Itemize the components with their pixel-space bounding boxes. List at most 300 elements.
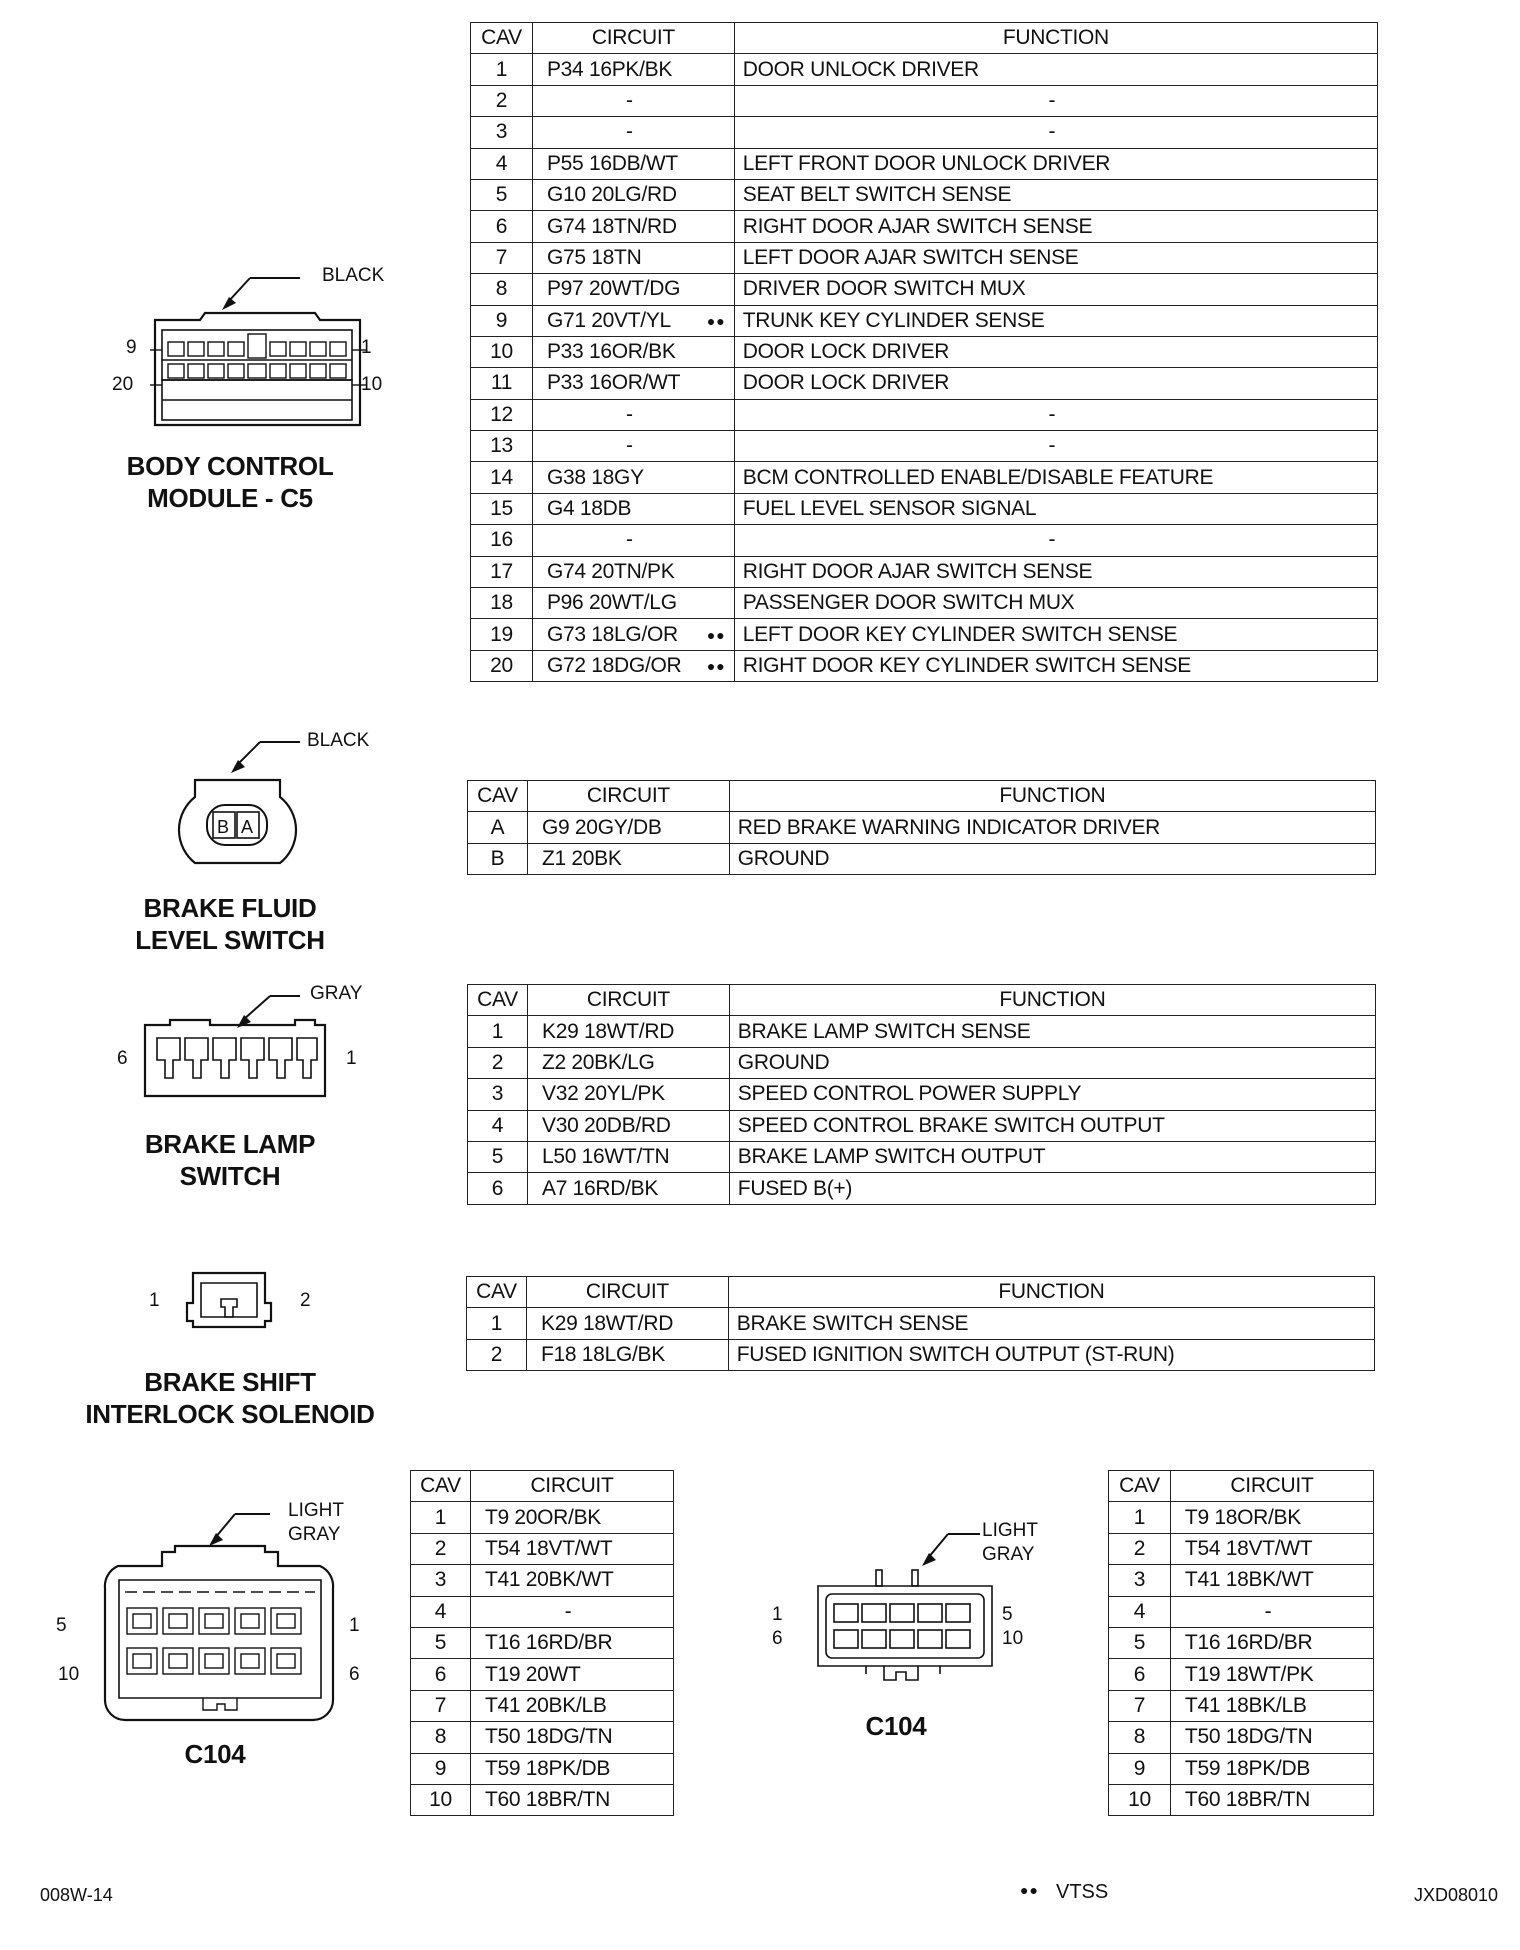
function-cell: BRAKE LAMP SWITCH SENSE [729,1016,1375,1047]
header-cav: CAV [1109,1471,1171,1502]
circuit-cell [527,1016,729,1047]
cav-cell: 13 [471,431,533,462]
function-cell: LEFT DOOR AJAR SWITCH SENSE [734,242,1377,273]
table-row [411,1722,674,1753]
circuit-value: T16 16RD/BR [1184,1631,1313,1655]
circuit-value: T41 20BK/LB [484,1693,607,1717]
c104-left-pin-label-1: 1 [349,1615,360,1636]
table-row [411,1784,674,1815]
header-function: FUNCTION [734,23,1377,54]
cav-cell: 3 [411,1565,471,1596]
function-cell: RIGHT DOOR AJAR SWITCH SENSE [734,211,1377,242]
cav-cell: 17 [471,556,533,587]
table-header-row [468,985,1376,1016]
circuit-cell [532,525,734,556]
c104-right-pin-label-10: 10 [1002,1628,1024,1649]
header-circuit: CIRCUIT [527,985,729,1016]
footer-legend-symbol: ●● [1020,1882,1039,1898]
circuit-cell [532,493,734,524]
c104-left-pin-label-6: 6 [349,1664,360,1685]
table-row [411,1565,674,1596]
c104-left-pin-label-5: 5 [56,1615,67,1636]
circuit-value: T41 18BK/LB [1184,1693,1307,1717]
circuit-value: T59 18PK/DB [1184,1756,1311,1780]
circuit-value: F18 18LG/BK [540,1342,665,1366]
circuit-cell [527,843,729,874]
circuit-value: V30 20DB/RD [541,1113,671,1137]
function-cell: BRAKE SWITCH SENSE [728,1308,1374,1339]
brake-fluid-table [467,780,1376,875]
table-row [468,1047,1376,1078]
cav-cell: 1 [471,54,533,85]
circuit-value: G4 18DB [546,497,632,521]
cav-cell: 7 [1109,1690,1171,1721]
c104-right-connector-icon [800,1520,1010,1700]
circuit-value: Z2 20BK/LG [541,1050,655,1074]
circuit-value: T9 20OR/BK [484,1505,602,1529]
function-cell: SPEED CONTROL POWER SUPPLY [729,1079,1375,1110]
table-row [471,148,1378,179]
cav-cell: 5 [1109,1627,1171,1658]
function-cell: DOOR UNLOCK DRIVER [734,54,1377,85]
circuit-cell [470,1533,673,1564]
cav-cell: 10 [1109,1784,1171,1815]
brake-lamp-title [100,1128,360,1192]
brake-shift-connector-icon [175,1265,285,1335]
header-function: FUNCTION [729,781,1375,812]
circuit-cell [532,179,734,210]
table-row [411,1502,674,1533]
footer-figure-id: JXD08010 [1414,1885,1499,1905]
cav-cell: 6 [471,211,533,242]
table-header-row [1109,1471,1374,1502]
cav-cell: 5 [468,1141,528,1172]
function-cell: GROUND [729,1047,1375,1078]
cav-cell: 6 [1109,1659,1171,1690]
table-row [1109,1596,1374,1627]
circuit-value: - [1264,1599,1272,1623]
cav-cell: A [468,812,528,843]
circuit-cell [532,305,734,336]
cav-cell: 2 [467,1339,527,1370]
circuit-cell [1170,1753,1373,1784]
brake-fluid-connector-icon [175,725,305,865]
table-row [471,588,1378,619]
circuit-value: P55 16DB/WT [546,151,678,175]
circuit-value: T60 18BR/TN [1184,1788,1311,1812]
cav-cell: 6 [468,1173,528,1204]
circuit-cell [470,1627,673,1658]
circuit-cell [1170,1690,1373,1721]
cav-cell: 7 [411,1690,471,1721]
circuit-value: T41 20BK/WT [484,1568,614,1592]
vtss-marker: ●● [706,626,726,643]
circuit-cell [527,812,729,843]
brake-fluid-color-label: BLACK [307,730,370,751]
table-row [468,1016,1376,1047]
cav-cell: 7 [471,242,533,273]
cav-cell: 5 [471,179,533,210]
table-row [471,556,1378,587]
table-row [1109,1502,1374,1533]
table-row [471,117,1378,148]
table-row [471,179,1378,210]
cav-cell: 8 [411,1722,471,1753]
bcm-title [100,450,360,514]
table-row [468,1173,1376,1204]
function-cell: PASSENGER DOOR SWITCH MUX [734,588,1377,619]
function-cell: DOOR LOCK DRIVER [734,336,1377,367]
cav-cell: B [468,843,528,874]
c104-right-pin-label-1: 1 [772,1604,783,1625]
cav-cell: 4 [468,1110,528,1141]
c104-right-table [1108,1470,1374,1816]
table-row [1109,1784,1374,1815]
circuit-value: G10 20LG/RD [546,183,677,207]
table-row [471,462,1378,493]
table-row [471,242,1378,273]
function-cell: RIGHT DOOR KEY CYLINDER SWITCH SENSE [734,650,1377,681]
function-cell: LEFT FRONT DOOR UNLOCK DRIVER [734,148,1377,179]
brake-fluid-pin-a: A [241,817,254,837]
circuit-value: A7 16RD/BK [541,1176,659,1200]
header-cav: CAV [468,781,528,812]
circuit-cell [526,1308,728,1339]
circuit-cell [470,1690,673,1721]
circuit-value: - [626,88,633,112]
cav-cell: 2 [411,1533,471,1564]
cav-cell: 16 [471,525,533,556]
circuit-cell [470,1596,673,1627]
table-row [471,619,1378,650]
circuit-value: - [626,402,633,426]
circuit-value: P33 16OR/BK [546,340,676,364]
cav-cell: 3 [1109,1565,1171,1596]
table-row [1109,1690,1374,1721]
circuit-cell [532,588,734,619]
table-row [471,650,1378,681]
table-row [471,431,1378,462]
table-row [1109,1659,1374,1690]
function-cell: LEFT DOOR KEY CYLINDER SWITCH SENSE [734,619,1377,650]
circuit-value: T16 16RD/BR [484,1631,613,1655]
header-circuit: CIRCUIT [470,1471,673,1502]
circuit-value: P34 16PK/BK [546,57,673,81]
bcm-pin-label-9: 9 [126,337,137,358]
cav-cell: 20 [471,650,533,681]
cav-cell: 19 [471,619,533,650]
header-cav: CAV [471,23,533,54]
circuit-value: T54 18VT/WT [1184,1536,1313,1560]
table-row [1109,1627,1374,1658]
circuit-value: G71 20VT/YL [546,308,671,332]
circuit-cell [527,1110,729,1141]
circuit-cell [1170,1784,1373,1815]
circuit-value: P96 20WT/LG [546,591,677,615]
circuit-cell [532,148,734,179]
circuit-value: P97 20WT/DG [546,277,681,301]
header-function: FUNCTION [729,985,1375,1016]
table-row [471,493,1378,524]
table-row [411,1753,674,1784]
table-row [468,843,1376,874]
table-row [468,1079,1376,1110]
function-cell: - [734,399,1377,430]
table-row [1109,1533,1374,1564]
c104-right-pin-label-5: 5 [1002,1604,1013,1625]
function-cell: - [734,117,1377,148]
cav-cell: 5 [411,1627,471,1658]
table-row [471,336,1378,367]
circuit-cell [532,211,734,242]
footer-page-code: 008W-14 [40,1885,113,1905]
circuit-value: V32 20YL/PK [541,1082,665,1106]
table-row [411,1627,674,1658]
c104-left-title: C104 [184,1739,246,1769]
table-row [471,211,1378,242]
circuit-value: T41 18BK/WT [1184,1568,1314,1592]
brake-shift-title-line2: INTERLOCK SOLENOID [85,1399,375,1429]
c104-right-pin-label-6: 6 [772,1628,783,1649]
cav-cell: 1 [1109,1502,1171,1533]
function-cell: TRUNK KEY CYLINDER SENSE [734,305,1377,336]
vtss-marker: ●● [706,312,726,329]
circuit-value: K29 18WT/RD [540,1311,674,1335]
cav-cell: 9 [411,1753,471,1784]
c104-right-color-line1: LIGHT [982,1520,1038,1541]
circuit-value: - [626,120,633,144]
table-row [1109,1722,1374,1753]
function-cell: GROUND [729,843,1375,874]
bcm-color-label: BLACK [322,265,385,286]
function-cell: SEAT BELT SWITCH SENSE [734,179,1377,210]
circuit-cell [470,1753,673,1784]
cav-cell: 18 [471,588,533,619]
brake-lamp-title-line2: SWITCH [179,1161,281,1191]
table-header-row [471,23,1378,54]
function-cell: DRIVER DOOR SWITCH MUX [734,274,1377,305]
brake-lamp-pin-label-1: 1 [346,1048,357,1069]
function-cell: DOOR LOCK DRIVER [734,368,1377,399]
bcm-title-line1: BODY CONTROL [126,451,334,481]
brake-lamp-title-line1: BRAKE LAMP [144,1129,316,1159]
table-row [467,1339,1375,1370]
circuit-value: T50 18DG/TN [484,1725,613,1749]
circuit-cell [532,368,734,399]
circuit-value: G74 18TN/RD [546,214,677,238]
circuit-cell [1170,1533,1373,1564]
circuit-cell [1170,1722,1373,1753]
function-cell: BCM CONTROLLED ENABLE/DISABLE FEATURE [734,462,1377,493]
circuit-cell [532,462,734,493]
function-cell: FUSED IGNITION SWITCH OUTPUT (ST-RUN) [728,1339,1374,1370]
table-header-row [467,1277,1375,1308]
circuit-value: G72 18DG/OR [546,654,682,677]
cav-cell: 10 [411,1784,471,1815]
function-cell: FUEL LEVEL SENSOR SIGNAL [734,493,1377,524]
circuit-value: T59 18PK/DB [484,1756,611,1780]
circuit-value: - [564,1599,572,1623]
c104-right-title: C104 [865,1711,927,1741]
table-row [411,1596,674,1627]
footer-legend-text: VTSS [1056,1881,1109,1903]
circuit-cell [532,242,734,273]
cav-cell: 6 [411,1659,471,1690]
table-row [471,85,1378,116]
table-row [471,525,1378,556]
circuit-cell [532,431,734,462]
bcm-title-line2: MODULE - C5 [147,483,313,513]
cav-cell: 1 [411,1502,471,1533]
cav-cell: 8 [1109,1722,1171,1753]
function-cell: - [734,85,1377,116]
table-row [467,1308,1375,1339]
header-cav: CAV [467,1277,527,1308]
circuit-value: G38 18GY [546,465,644,489]
table-row [468,1141,1376,1172]
circuit-value: T50 18DG/TN [1184,1725,1313,1749]
brake-shift-table [466,1276,1375,1371]
circuit-value: - [626,528,633,552]
cav-cell: 14 [471,462,533,493]
table-row [471,305,1378,336]
circuit-cell [532,650,734,681]
table-row [471,274,1378,305]
header-circuit: CIRCUIT [532,23,734,54]
brake-fluid-title-line1: BRAKE FLUID [143,893,317,923]
circuit-cell [526,1339,728,1370]
table-row [468,1110,1376,1141]
table-row [468,812,1376,843]
table-header-row [411,1471,674,1502]
circuit-cell [532,336,734,367]
function-cell: RED BRAKE WARNING INDICATOR DRIVER [729,812,1375,843]
cav-cell: 15 [471,493,533,524]
cav-cell: 12 [471,399,533,430]
circuit-value: T60 18BR/TN [484,1788,611,1812]
c104-left-pin-label-10: 10 [58,1664,80,1685]
circuit-value: L50 16WT/TN [541,1145,670,1169]
circuit-value: K29 18WT/RD [541,1019,675,1043]
brake-shift-pin-label-1: 1 [149,1290,160,1311]
function-cell: BRAKE LAMP SWITCH OUTPUT [729,1141,1375,1172]
brake-lamp-pin-label-6: 6 [117,1048,128,1069]
circuit-cell [1170,1565,1373,1596]
circuit-value: T19 18WT/PK [1184,1662,1314,1686]
header-circuit: CIRCUIT [527,781,729,812]
circuit-cell [532,85,734,116]
header-cav: CAV [468,985,528,1016]
circuit-cell [527,1047,729,1078]
bcm-pin-label-10: 10 [361,374,383,395]
table-row [471,399,1378,430]
circuit-value: G9 20GY/DB [541,815,662,839]
circuit-value: T9 18OR/BK [1184,1505,1301,1529]
circuit-cell [1170,1596,1373,1627]
table-row [1109,1565,1374,1596]
circuit-cell [1170,1659,1373,1690]
table-row [411,1659,674,1690]
function-cell: - [734,525,1377,556]
function-cell: - [734,431,1377,462]
brake-lamp-color-label: GRAY [310,983,363,1004]
vtss-marker: ●● [706,658,726,674]
header-circuit: CIRCUIT [1170,1471,1373,1502]
brake-lamp-connector-icon [135,980,335,1100]
cav-cell: 3 [471,117,533,148]
header-circuit: CIRCUIT [526,1277,728,1308]
cav-cell: 10 [471,336,533,367]
table-row [471,54,1378,85]
c104-left-color-line2: GRAY [288,1524,341,1545]
table-header-row [468,781,1376,812]
brake-lamp-table [467,984,1376,1205]
cav-cell: 4 [411,1596,471,1627]
function-cell: FUSED B(+) [729,1173,1375,1204]
cav-cell: 2 [471,85,533,116]
circuit-cell [532,54,734,85]
circuit-cell [532,619,734,650]
circuit-value: G75 18TN [546,245,642,269]
cav-cell: 9 [1109,1753,1171,1784]
table-row [411,1533,674,1564]
c104-right-color-line2: GRAY [982,1544,1035,1565]
c104-left-table [410,1470,674,1816]
table-row [411,1690,674,1721]
circuit-cell [470,1784,673,1815]
circuit-cell [470,1565,673,1596]
circuit-cell [532,274,734,305]
circuit-value: T54 18VT/WT [484,1536,613,1560]
circuit-cell [470,1722,673,1753]
function-cell: SPEED CONTROL BRAKE SWITCH OUTPUT [729,1110,1375,1141]
cav-cell: 3 [468,1079,528,1110]
brake-fluid-pin-b: B [217,817,230,837]
circuit-cell [1170,1627,1373,1658]
circuit-cell [532,399,734,430]
circuit-cell [527,1173,729,1204]
brake-fluid-title-line2: LEVEL SWITCH [135,925,325,955]
circuit-cell [470,1659,673,1690]
header-function: FUNCTION [728,1277,1374,1308]
cav-cell: 9 [471,305,533,336]
c104-left-color-line1: LIGHT [288,1500,344,1521]
circuit-value: G74 20TN/PK [546,559,675,583]
brake-fluid-title [100,892,360,956]
circuit-cell [1170,1502,1373,1533]
cav-cell: 2 [468,1047,528,1078]
cav-cell: 1 [468,1016,528,1047]
cav-cell: 2 [1109,1533,1171,1564]
brake-shift-pin-label-2: 2 [300,1290,311,1311]
circuit-cell [532,117,734,148]
circuit-cell [532,556,734,587]
circuit-value: T19 20WT [484,1662,581,1686]
circuit-value: P33 16OR/WT [546,371,681,395]
circuit-value: G73 18LG/OR [546,622,678,646]
cav-cell: 11 [471,368,533,399]
bcm-pin-label-1: 1 [361,337,372,358]
circuit-cell [527,1141,729,1172]
function-cell: RIGHT DOOR AJAR SWITCH SENSE [734,556,1377,587]
cav-cell: 4 [471,148,533,179]
table-row [1109,1753,1374,1784]
brake-shift-title-line1: BRAKE SHIFT [144,1367,316,1397]
circuit-value: Z1 20BK [541,846,622,870]
table-row [471,368,1378,399]
bcm-table [470,22,1378,682]
circuit-cell [527,1079,729,1110]
